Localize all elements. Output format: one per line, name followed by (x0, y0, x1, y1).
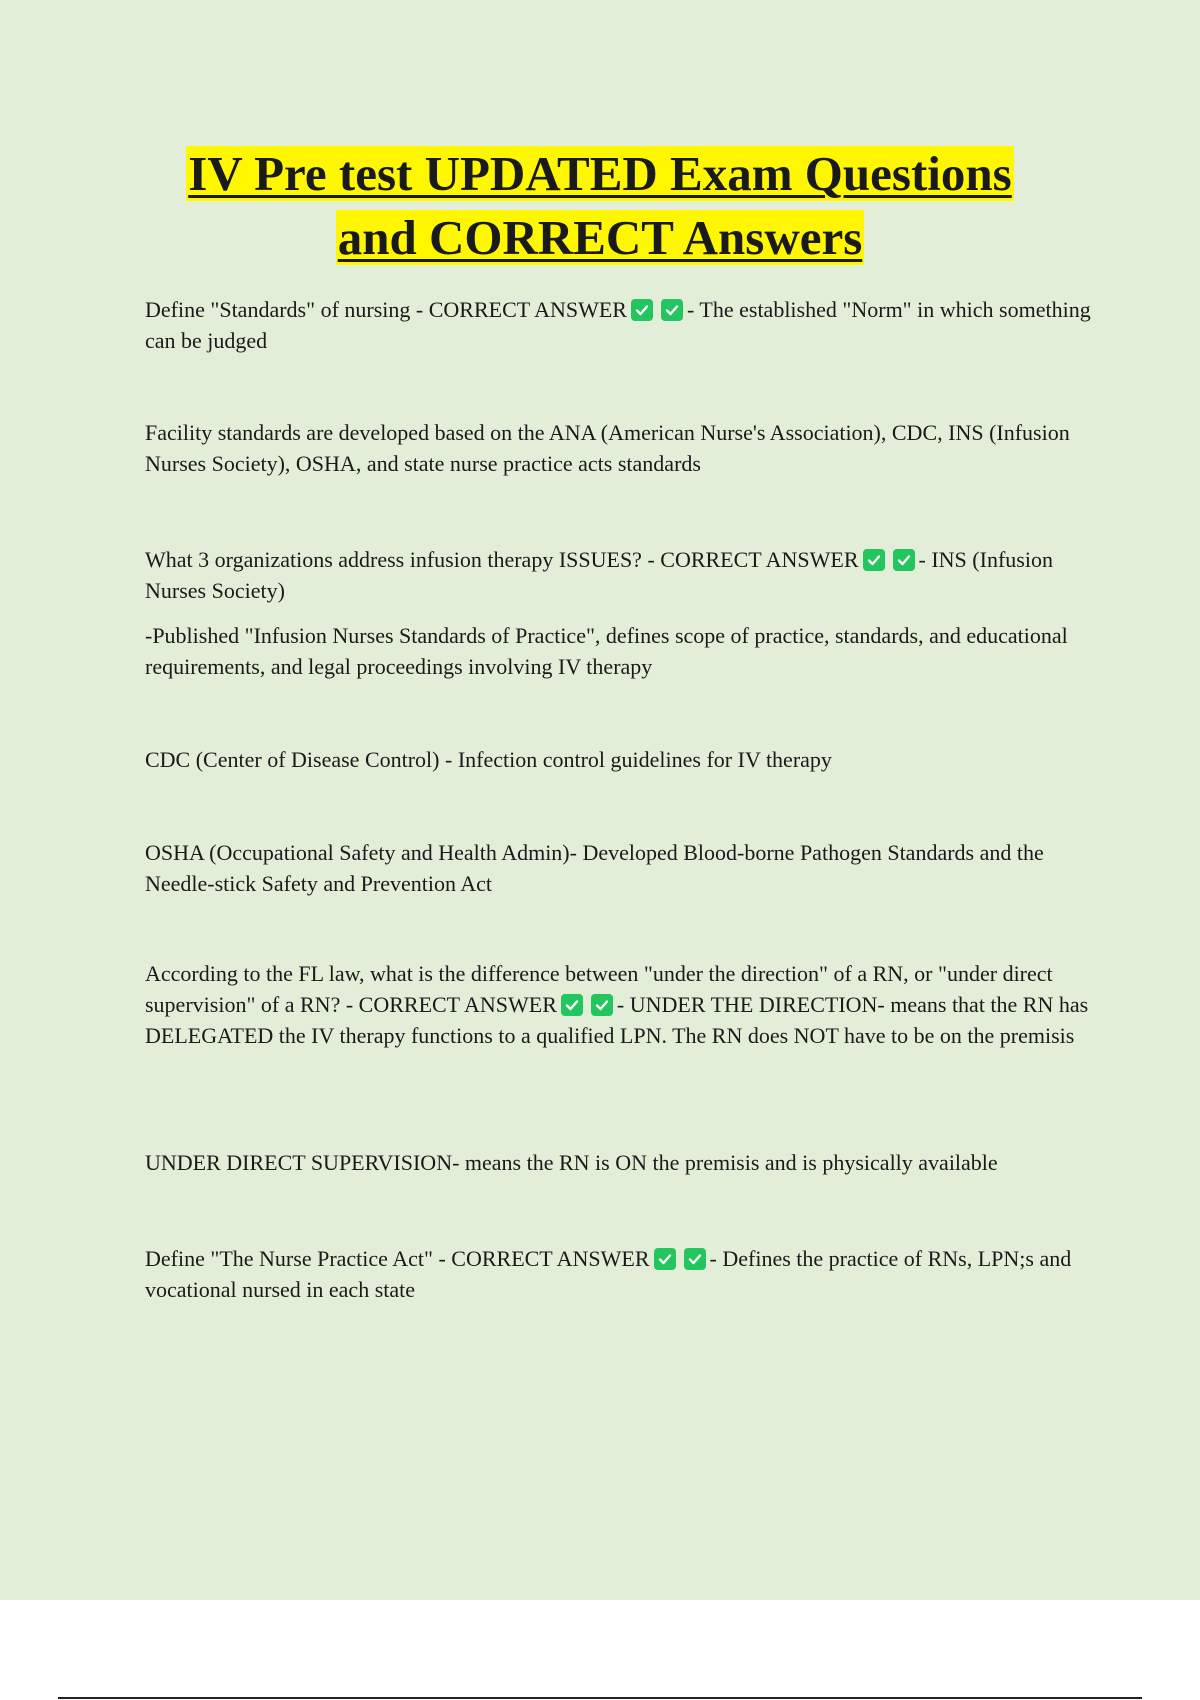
check-mark-icon (661, 299, 683, 321)
text-facility-standards (145, 417, 1095, 479)
question-text: Define "The Nurse Practice Act" - CORRECT ANSWER (145, 1246, 650, 1271)
check-mark-icon (893, 549, 915, 571)
footer-divider (58, 1697, 1142, 1699)
title-line-1: IV Pre test UPDATED Exam Questions (188, 146, 1012, 201)
check-mark-icon (561, 994, 583, 1016)
qa-entry-standards (145, 294, 1095, 356)
check-mark-icon (631, 299, 653, 321)
body-text: OSHA (Occupational Safety and Health Admin)- Developed Blood-borne Pathogen Standards and the Needle-stick Safety and Prevention Act (145, 840, 1044, 896)
body-text: UNDER DIRECT SUPERVISION- means the RN is ON the premisis and is physically available (145, 1150, 998, 1175)
question-text: Define "Standards" of nursing - CORRECT ANSWER (145, 297, 627, 322)
answer-text: - UNDER THE DIRECTION- means that the RN has DELEGATED the IV therapy functions to a qualified LPN. The RN does NOT have to be on the premisis (145, 992, 1089, 1048)
document-title (0, 142, 1200, 270)
body-text: Facility standards are developed based on the ANA (American Nurse's Association), CDC, INS (Infusion Nurses Society), OSHA, and state nurse practice acts standards (145, 420, 1070, 476)
question-text: What 3 organizations address infusion therapy ISSUES? - CORRECT ANSWER (145, 547, 859, 572)
text-cdc (145, 744, 1095, 775)
check-mark-icon (684, 1248, 706, 1270)
check-mark-icon (654, 1248, 676, 1270)
qa-entry-nurse-practice-act (145, 1243, 1095, 1305)
question-text: According to the FL law, what is the difference between "under the direction" of a RN, or "under direct supervision" of a RN? - CORRECT ANSWER (145, 961, 1053, 1017)
text-direct-supervision (145, 1147, 1095, 1178)
text-osha (145, 837, 1095, 899)
text-ins-published (145, 620, 1095, 682)
check-mark-icon (863, 549, 885, 571)
answer-text: - Defines the practice of RNs, LPN;s and vocational nursed in each state (145, 1246, 1072, 1302)
body-text: CDC (Center of Disease Control) - Infection control guidelines for IV therapy (145, 747, 832, 772)
check-mark-icon (591, 994, 613, 1016)
answer-text: - INS (Infusion Nurses Society) (145, 547, 1053, 603)
qa-entry-organizations (145, 544, 1095, 606)
qa-entry-fl-law (145, 958, 1095, 1051)
answer-text: - The established "Norm" in which something can be judged (145, 297, 1091, 353)
title-line-2: and CORRECT Answers (337, 210, 863, 265)
body-text: -Published "Infusion Nurses Standards of Practice", defines scope of practice, standards, and educational requirements, and legal proceedings involving IV therapy (145, 623, 1068, 679)
